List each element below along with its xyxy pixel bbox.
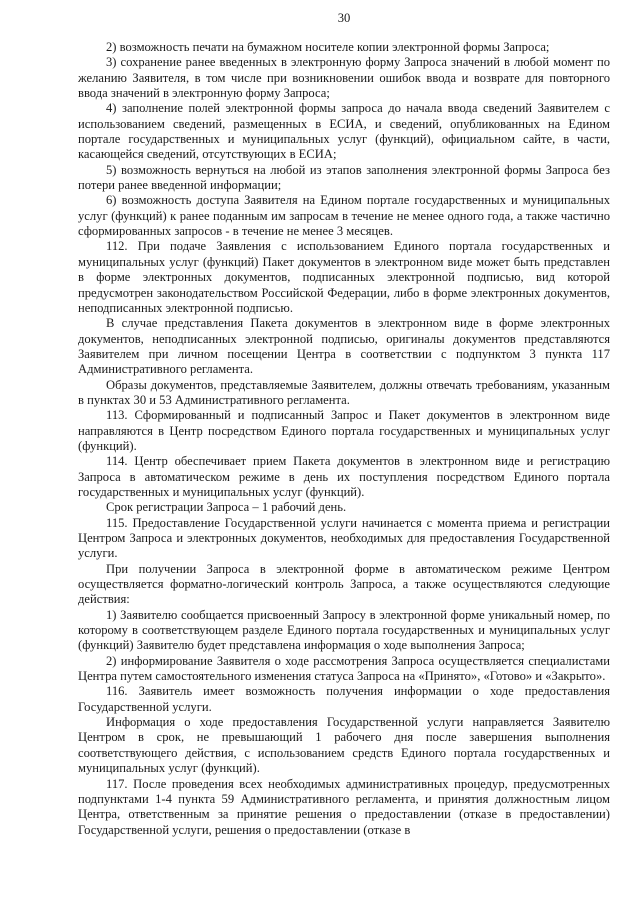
paragraph-115-actions: При получении Запроса в электронной форме в автоматическом режиме Центром осуществляется форматно-логический контроль Запроса, а также осуществляются следующие действия:: [78, 561, 610, 607]
paragraph-item-5: 5) возможность вернуться на любой из этапов заполнения электронной формы Запроса без потери ранее введенной информации;: [78, 162, 610, 193]
paragraph-113: 113. Сформированный и подписанный Запрос и Пакет документов в электронном виде направляются в Центр посредством Единого портала государственных и муниципальных услуг (функций).: [78, 408, 610, 453]
paragraph-item-6: 6) возможность доступа Заявителя на Едином портале государственных и муниципальных услуг (функций) к ранее поданным им запросам в течение не менее одного года, а также частично сформированных запросов - в течение не менее 3 месяцев.: [78, 193, 610, 239]
paragraph-112: 112. При подаче Заявления с использованием Единого портала государственных и муниципальных услуг (функций) Пакет документов в электронном виде может быть представлен в форме электронных документов, подписанных электронной подписью, вид которой предусмотрен законодательством Российской Федерации, либо в форме электронных документов, неподписанных электронной подписью.: [78, 239, 610, 315]
paragraph-item-3: 3) сохранение ранее введенных в электронную форму Запроса значений в любой момент по желанию Заявителя, в том числе при возникновении ошибок ввода и возврате для повторного ввода значений в электронную форму Запроса;: [78, 55, 610, 101]
paragraph-action-2: 2) информирование Заявителя о ходе рассмотрения Запроса осуществляется специалистами Центра путем самостоятельного изменения статуса Запроса на «Принято», «Готово» и «Закрыто».: [78, 653, 610, 684]
paragraph-112-continued: В случае представления Пакета документов в электронном виде в форме электронных документов, неподписанных электронной подписью, оригиналы документов представляются Заявителем при личном посещении Центра в соответствии с подпунктом 3 пункта 117 Административного регламента.: [78, 316, 610, 377]
paragraph-116: 116. Заявитель имеет возможность получения информации о ходе предоставления Государственной услуги.: [78, 684, 610, 714]
paragraph-117: 117. После проведения всех необходимых административных процедур, предусмотренных подпунктами 1-4 пункта 59 Административного регламента, и принятия должностным лицом Центра, ответственным за принятие решения о предоставлении (отказе в предоставлении) Государственной услуги, решения о предоставлении (отказе в: [78, 776, 610, 837]
paragraph-114: 114. Центр обеспечивает прием Пакета документов в электронном виде и регистрацию Запроса в автоматическом режиме в день их поступления посредством Единого портала государственных и муниципальных услуг (функций).: [78, 454, 610, 499]
paragraph-116-info: Информация о ходе предоставления Государственной услуги направляется Заявителю Центром в срок, не превышающий 1 рабочего дня после завершения выполнения соответствующего действия, с использованием средств Единого портала государственных и муниципальных услуг (функций).: [78, 715, 610, 776]
paragraph-document-images: Образы документов, представляемые Заявителем, должны отвечать требованиям, указанным в пунктах 30 и 53 Административного регламента.: [78, 377, 610, 407]
paragraph-registration-term: Срок регистрации Запроса – 1 рабочий день.: [106, 500, 347, 515]
page-number: 30: [337, 11, 351, 25]
paragraph-item-2: 2) возможность печати на бумажном носителе копии электронной формы Запроса;: [106, 40, 550, 54]
paragraph-115: 115. Предоставление Государственной услуги начинается с момента приема и регистрации Центром Запроса и электронных документов, необходимых для предоставления Государственной услуги.: [78, 515, 610, 561]
paragraph-action-1: 1) Заявителю сообщается присвоенный Запросу в электронной форме уникальный номер, по которому в соответствующем разделе Единого портала государственных и муниципальных услуг (функций) Заявителю будет представлена информация о ходе выполнения Запроса;: [78, 607, 610, 653]
document-body: [78, 40, 610, 838]
paragraph-item-4: 4) заполнение полей электронной формы запроса до начала ввода сведений Заявителем с использованием сведений, размещенных в ЕСИА, и сведений, опубликованных на Едином портале государственных и муниципальных услуг (функций), официальном сайте, в части, касающейся сведений, отсутствующих в ЕСИА;: [78, 101, 610, 162]
